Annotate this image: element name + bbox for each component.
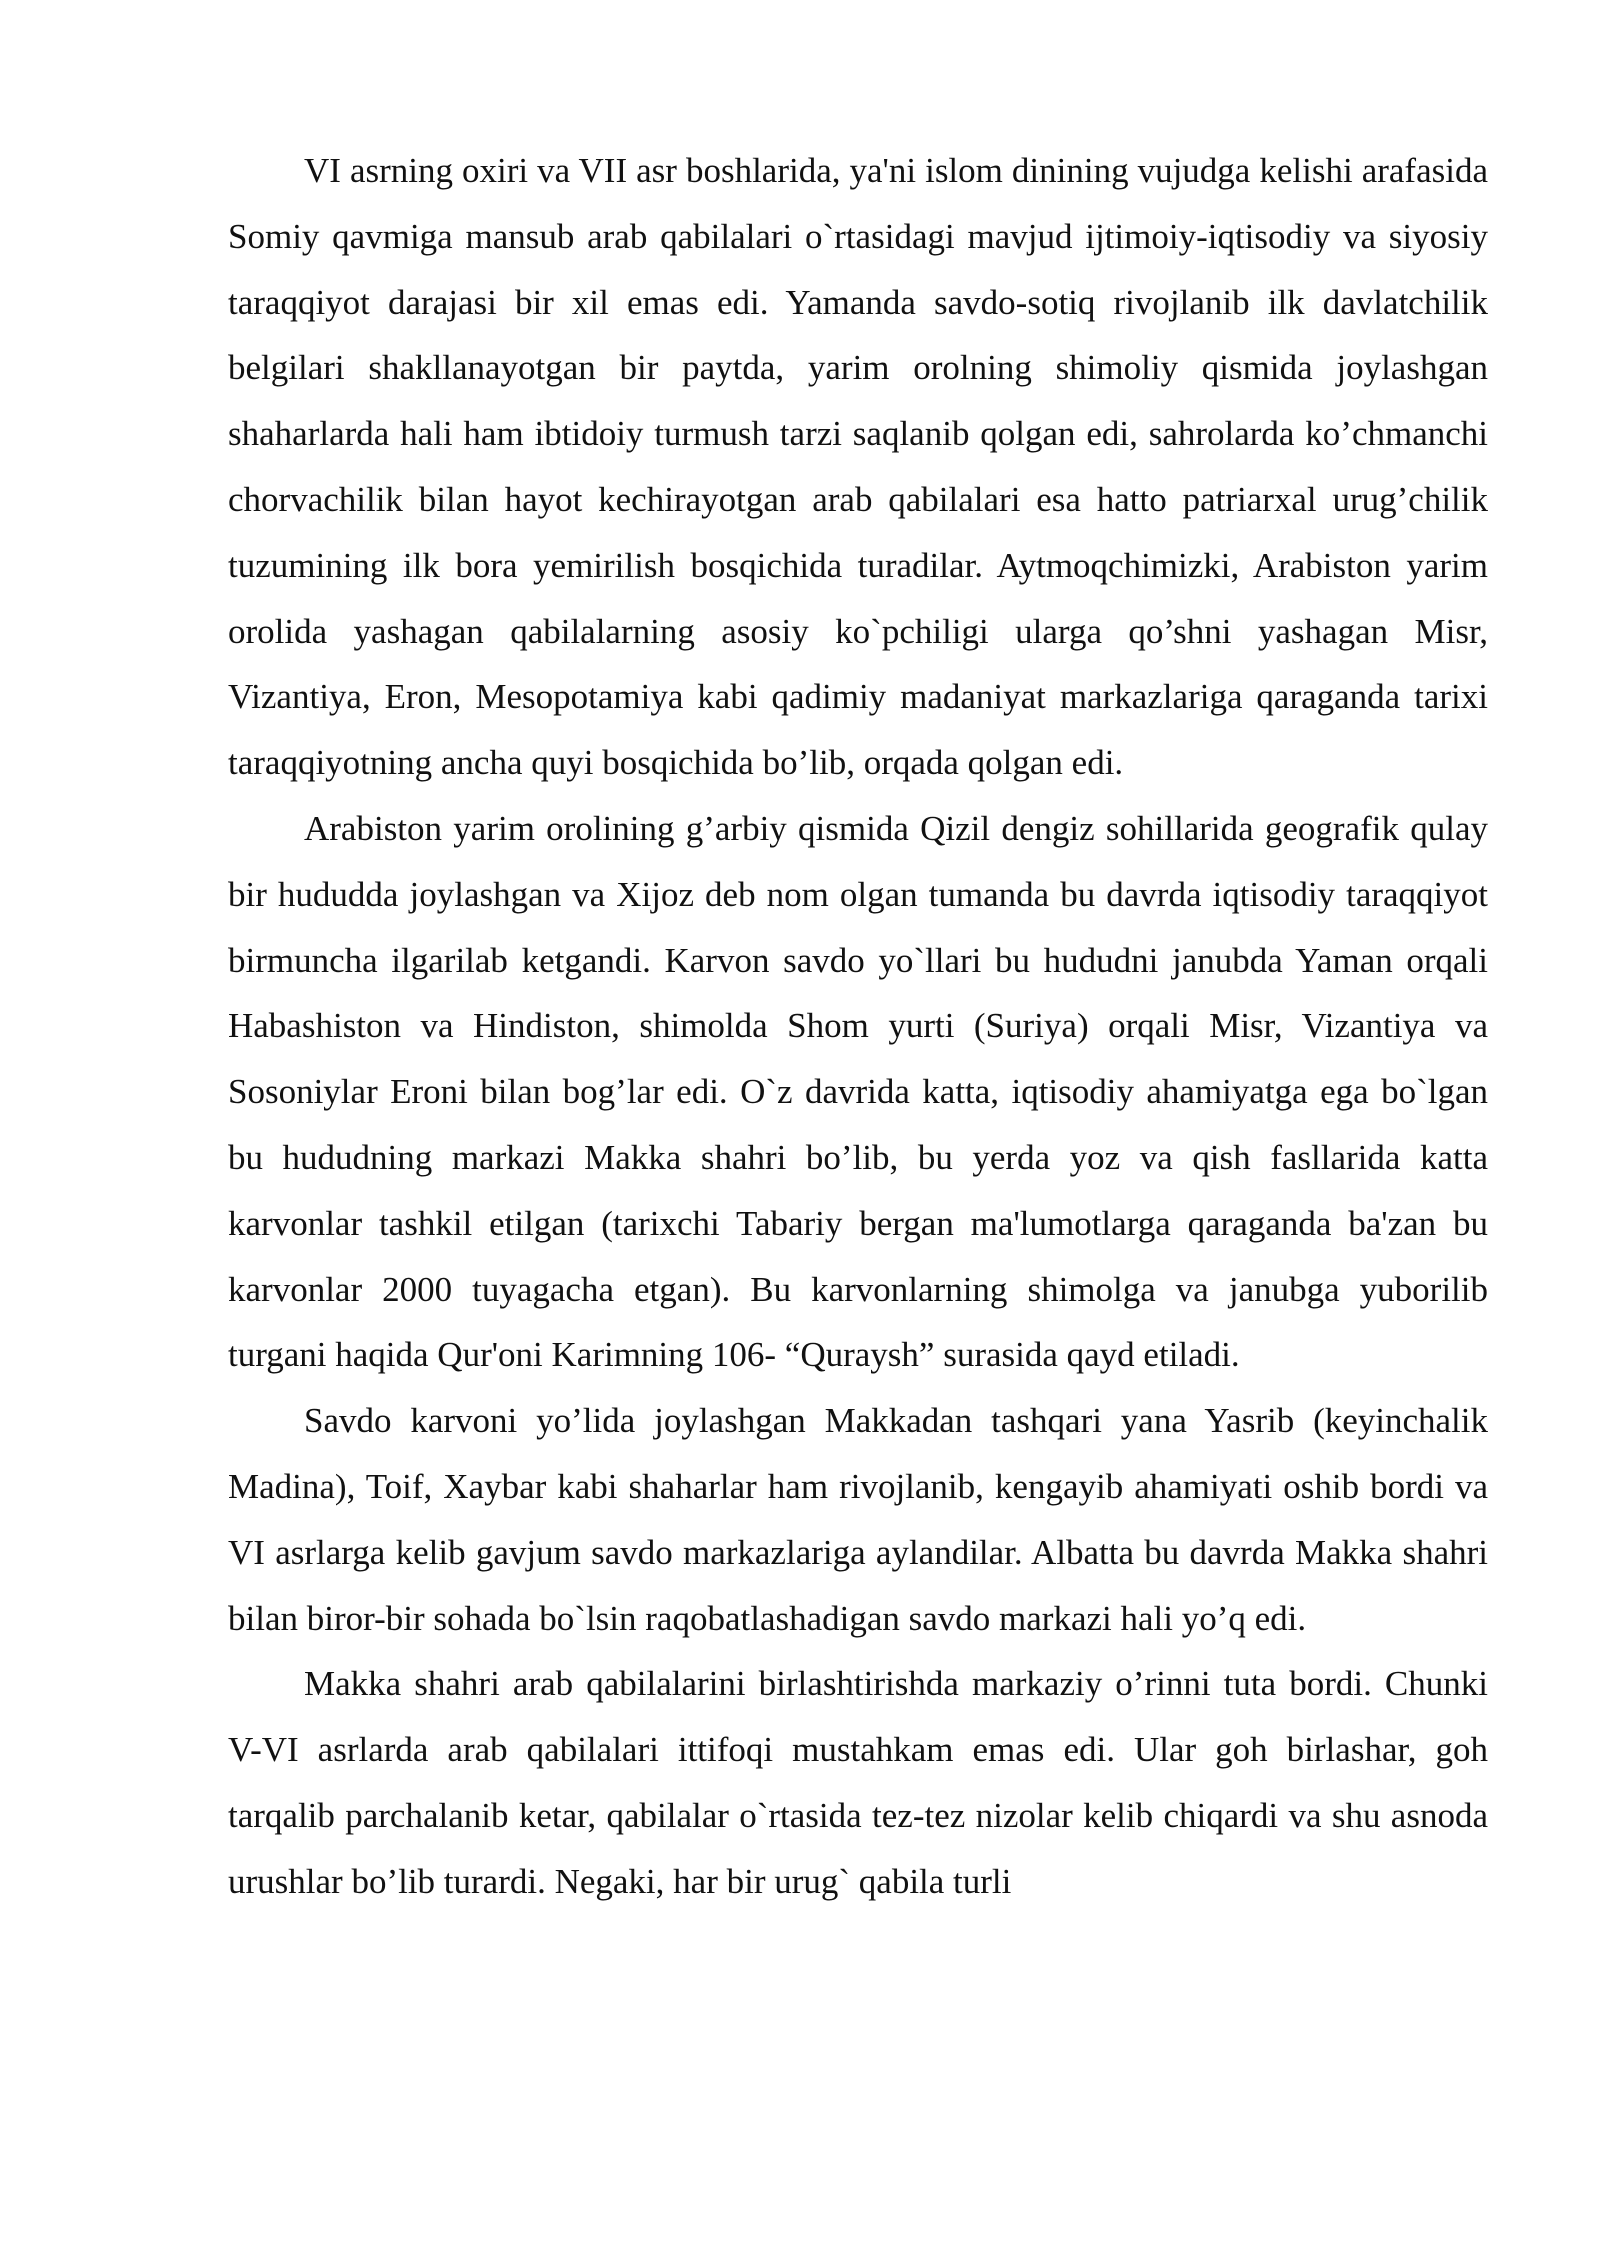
paragraph-1: VI asrning oxiri va VII asr boshlarida, ya'ni islom dinining vujudga kelishi arafasida Somiy qavmiga mansub arab qabilalari o`rtasidagi mavjud ijtimoiy-iqtisodiy va siyosiy taraqqiyot darajasi bir xil emas edi. Yamanda savdo-sotiq rivojlanib ilk davlatchilik belgilari shakllanayotgan bir paytda, yarim orolning shimoliy qismida joylashgan shaharlarda hali ham ibtidoiy turmush tarzi saqlanib qolgan edi, sahrolarda ko’chmanchi chorvachilik bilan hayot kechirayotgan arab qabilalari esa hatto patriarxal urug’chilik tuzumining ilk bora yemirilish bosqichida turadilar. Aytmoqchimizki, Arabiston yarim orolida yashagan qabilalarning asosiy ko`pchiligi ularga qo’shni yashagan Misr, Vizantiya, Eron, Mesopotamiya kabi qadimiy madaniyat markazlariga qaraganda tarixi taraqqiyotning ancha quyi bosqichida bo’lib, orqada qolgan edi.	[228, 151, 1488, 783]
paragraph-4: Makka shahri arab qabilalarini birlashtirishda markaziy o’rinni tuta bordi. Chunki V-VI asrlarda arab qabilalari ittifoqi mustahkam emas edi. Ular goh birlashar, goh tarqalib parchalanib ketar, qabilalar o`rtasida tez-tez nizolar kelib chiqardi va shu asnoda urushlar bo’lib turardi. Negaki, har bir urug` qabila turli	[228, 1664, 1488, 1901]
paragraph-2: Arabiston yarim orolining g’arbiy qismida Qizil dengiz sohillarida geografik qulay bir hududda joylashgan va Xijoz deb nom olgan tumanda bu davrda iqtisodiy taraqqiyot birmuncha ilgarilab ketgandi. Karvon savdo yo`llari bu hududni janubda Yaman orqali Habashiston va Hindiston, shimolda Shom yurti (Suriya) orqali Misr, Vizantiya va Sosoniylar Eroni bilan bog’lar edi. O`z davrida katta, iqtisodiy ahamiyatga ega bo`lgan bu hududning markazi Makka shahri bo’lib, bu yerda yoz va qish fasllarida katta karvonlar tashkil etilgan (tarixchi Tabariy bergan ma'lumotlarga qaraganda ba'zan bu karvonlar 2000 tuyagacha etgan). Bu karvonlarning shimolga va janubga yuborilib turgani haqida Qur'oni Karimning 106- “Quraysh” surasida qayd etiladi.	[228, 808, 1488, 1375]
document-body	[228, 138, 1488, 1915]
paragraph-3: Savdo karvoni yo’lida joylashgan Makkadan tashqari yana Yasrib (keyinchalik Madina), Toif, Xaybar kabi shaharlar ham rivojlanib, kengayib ahamiyati oshib bordi va VI asrlarga kelib gavjum savdo markazlariga aylandilar. Albatta bu davrda Makka shahri bilan biror-bir sohada bo`lsin raqobatlashadigan savdo markazi hali yo’q edi.	[228, 1401, 1488, 1638]
